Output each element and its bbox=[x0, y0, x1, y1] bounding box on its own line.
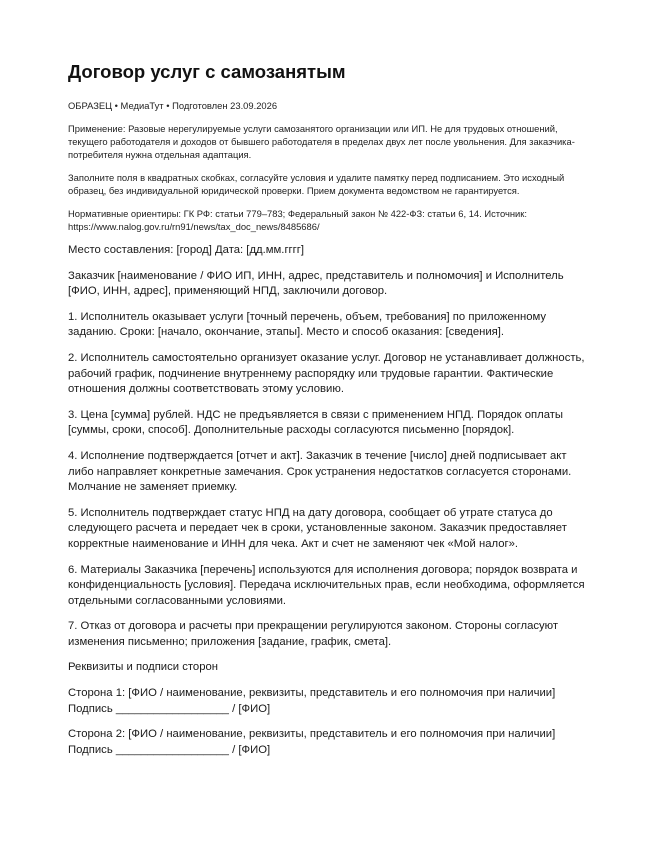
clause-1: 1. Исполнитель оказывает услуги [точный перечень, объем, требования] по приложенному заданию. Сроки: [начало, окончание, этапы]. Место и способ оказания: [сведения]. bbox=[68, 310, 547, 339]
clause-3: 3. Цена [сумма] рублей. НДС не предъявляется в связи с применением НПД. Порядок оплаты [суммы, сроки, способ]. Дополнительные расходы согласуются письменно [порядок]. bbox=[68, 408, 564, 437]
fill-note: Заполните поля в квадратных скобках, согласуйте условия и удалите памятку перед подписанием. Это исходный образец, без индивидуальной юридической проверки. Прием документа ведомством не гарантируется. bbox=[68, 172, 565, 196]
clause-6: 6. Материалы Заказчика [перечень] используются для исполнения договора; порядок возврата и конфиденциальность [условия]. Передача исключительных прав, если необходима, оформляется отдельными согласованными условиями. bbox=[68, 563, 585, 607]
preamble: Заказчик [наименование / ФИО ИП, ИНН, адрес, представитель и полномочия] и Исполнитель [ФИО, ИНН, адрес], применяющий НПД, заключили договор. bbox=[68, 269, 564, 298]
application-note: Применение: Разовые нерегулируемые услуги самозанятого организации или ИП. Не для трудовых отношений, текущего работодателя и доходов от бывшего работодателя в пределах двух лет после увольнения. Для заказчика-потребителя нужна отдельная адаптация. bbox=[68, 123, 575, 160]
document-title: Договор услуг с самозанятым bbox=[68, 61, 346, 82]
document-meta: ОБРАЗЕЦ • МедиаТут • Подготовлен 23.09.2026 bbox=[68, 100, 278, 111]
clause-4: 4. Исполнение подтверждается [отчет и акт]. Заказчик в течение [число] дней подписывает акт либо направляет конкретные замечания. Срок устранения недостатков согласуется сторонами. Молчание не заменяет приемку. bbox=[68, 449, 572, 494]
party-1-details: Сторона 1: [ФИО / наименование, реквизиты, представитель и его полномочия при наличии] bbox=[68, 687, 556, 700]
normative-note: Нормативные ориентиры: ГК РФ: статьи 779–783; Федеральный закон № 422-ФЗ: статьи 6, 14. Источник: https://www.nalog.gov.ru/rn91/news/tax_doc_news/8485686/ bbox=[68, 208, 527, 232]
clause-5: 5. Исполнитель подтверждает статус НПД на дату договора, сообщает об утрате статуса до следующего расчета и передает чек в сроки, установленные законом. Заказчик предоставляет корректные наименование и ИНН для чека. Акт и счет не заменяют чек «Мой налог». bbox=[68, 506, 567, 550]
party-2-signature: Подпись __________________ / [ФИО] bbox=[68, 743, 271, 756]
clause-2: 2. Исполнитель самостоятельно организует оказание услуг. Договор не устанавливает должность, рабочий график, подчинение внутреннему распорядку или трудовые гарантии. Фактические отношения должны соответствовать этому условию. bbox=[68, 351, 585, 396]
signatures-heading: Реквизиты и подписи сторон bbox=[68, 661, 218, 674]
party-2-block bbox=[68, 727, 589, 758]
place-date: Место составления: [город] Дата: [дд.мм.гггг] bbox=[68, 244, 305, 256]
party-1-block bbox=[68, 686, 589, 717]
clause-7: 7. Отказ от договора и расчеты при прекращении регулируются законом. Стороны согласуют изменения письменно; приложения [задание, график, смета]. bbox=[68, 620, 559, 648]
party-2-details: Сторона 2: [ФИО / наименование, реквизиты, представитель и его полномочия при наличии] bbox=[68, 728, 556, 741]
party-1-signature: Подпись __________________ / [ФИО] bbox=[68, 702, 271, 715]
